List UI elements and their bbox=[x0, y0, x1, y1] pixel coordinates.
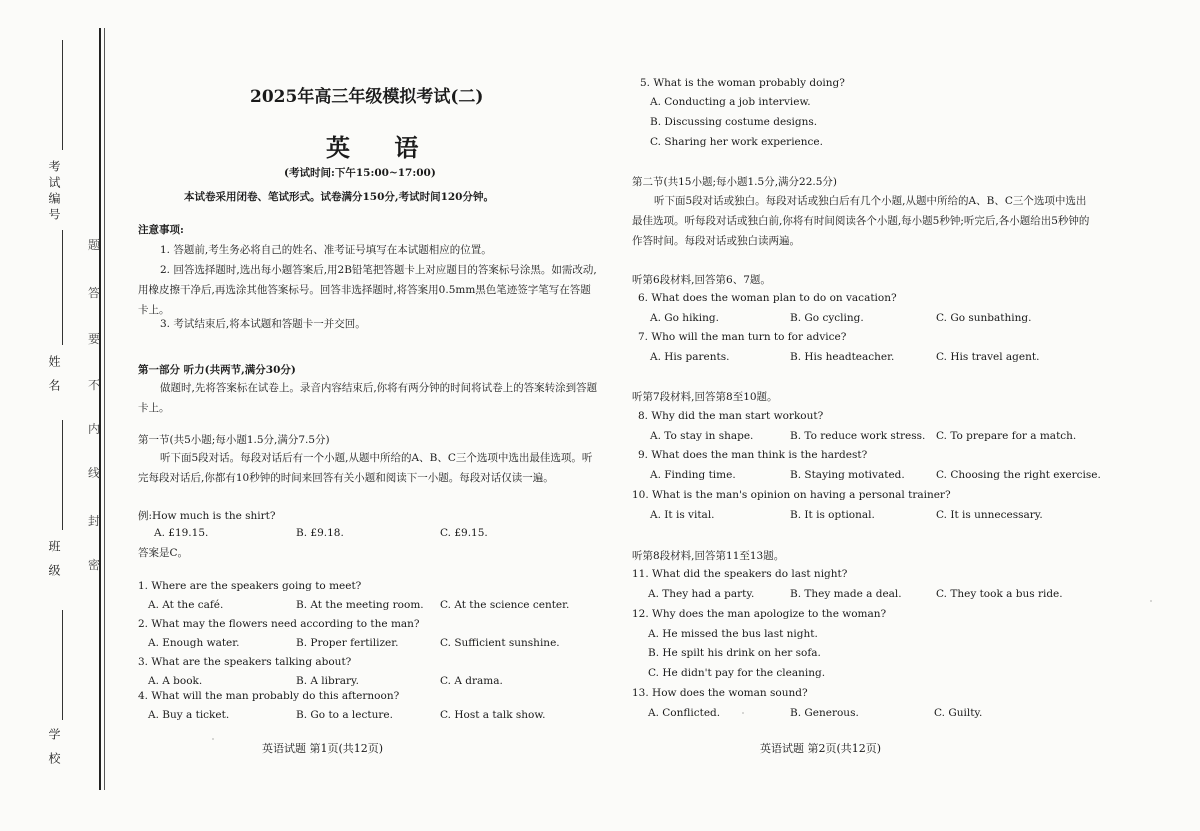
option[interactable]: C. To prepare for a match. bbox=[936, 430, 1077, 442]
option[interactable]: B. His headteacher. bbox=[790, 351, 895, 363]
seal-char: 线 bbox=[88, 466, 101, 480]
seal-char: 不 bbox=[88, 378, 101, 392]
exam-number-label: 考试编号 bbox=[47, 160, 61, 224]
subject-title: 英 语 bbox=[326, 133, 437, 162]
exam-notice: 本试卷采用闭卷、笔试形式。试卷满分150分,考试时间120分钟。 bbox=[184, 191, 494, 203]
option[interactable]: B. Discussing costume designs. bbox=[650, 116, 818, 128]
question-5: 5. What is the woman probably doing? bbox=[640, 77, 845, 89]
option[interactable]: B. A library. bbox=[296, 675, 359, 687]
question-6: 6. What does the woman plan to do on vacation? bbox=[638, 292, 897, 304]
option[interactable]: C. At the science center. bbox=[440, 599, 570, 611]
question-9: 9. What does the man think is the hardest? bbox=[638, 449, 868, 461]
option[interactable]: B. At the meeting room. bbox=[296, 599, 424, 611]
name-label: 姓 名 bbox=[47, 355, 61, 395]
part1-intro: 做题时,先将答案标在试卷上。录音内容结束后,你将有两分钟的时间将试卷上的答案转涂到答题卡上。 bbox=[138, 382, 598, 414]
material-6-heading: 听第6段材料,回答第6、7题。 bbox=[632, 274, 771, 286]
seal-char: 答 bbox=[88, 286, 101, 300]
option[interactable]: A. Buy a ticket. bbox=[148, 709, 230, 721]
option[interactable]: B. They made a deal. bbox=[790, 588, 902, 600]
seal-char: 要 bbox=[88, 332, 101, 346]
binding-strip bbox=[0, 0, 110, 831]
question-3: 3. What are the speakers talking about? bbox=[138, 656, 352, 668]
option[interactable]: C. Host a talk show. bbox=[440, 709, 546, 721]
option[interactable]: C. Choosing the right exercise. bbox=[936, 469, 1101, 481]
option[interactable]: B. To reduce work stress. bbox=[790, 430, 926, 442]
school-label: 学 校 bbox=[47, 728, 61, 768]
section1-heading: 第一节(共5小题;每小题1.5分,满分7.5分) bbox=[138, 434, 330, 446]
attention-item-1: 1. 答题前,考生务必将自己的姓名、准考证号填写在本试题相应的位置。 bbox=[160, 244, 492, 256]
page-footer: 英语试题 第1页(共12页) bbox=[262, 742, 384, 755]
page-2 bbox=[630, 0, 1100, 831]
question-7: 7. Who will the man turn to for advice? bbox=[638, 331, 847, 343]
part1-heading: 第一部分 听力(共两节,满分30分) bbox=[138, 364, 296, 376]
question-10: 10. What is the man's opinion on having a personal trainer? bbox=[632, 489, 951, 501]
material-7-heading: 听第7段材料,回答第8至10题。 bbox=[632, 391, 778, 403]
example-option: A. £19.15. bbox=[154, 527, 209, 539]
option[interactable]: B. It is optional. bbox=[790, 509, 875, 521]
option[interactable]: C. They took a bus ride. bbox=[936, 588, 1063, 600]
section2-intro: 听下面5段对话或独白。每段对话或独白后有几个小题,从题中所给的A、B、C三个选项中选出最佳选项。听每段对话或独白前,你将有时间阅读各个小题,每小题5秒钟;听完后,各小题给出5秒钟的作答时间。每段对话或独白读两遍。 bbox=[632, 195, 1090, 247]
seal-char: 内 bbox=[88, 422, 101, 436]
school-field[interactable] bbox=[62, 610, 63, 720]
question-2: 2. What may the flowers need according to the man? bbox=[138, 618, 420, 630]
option[interactable]: C. It is unnecessary. bbox=[936, 509, 1043, 521]
option[interactable]: A. To stay in shape. bbox=[650, 430, 754, 442]
scan-speck bbox=[742, 712, 744, 714]
option[interactable]: B. Proper fertilizer. bbox=[296, 637, 399, 649]
class-field[interactable] bbox=[62, 420, 63, 530]
name-field[interactable] bbox=[62, 230, 63, 345]
exam-title: 2025年高三年级模拟考试(二) bbox=[250, 87, 484, 107]
scan-speck bbox=[1150, 600, 1152, 602]
option[interactable]: A. He missed the bus last night. bbox=[648, 628, 818, 640]
exam-time: (考试时间:下午15:00~17:00) bbox=[284, 167, 436, 179]
section2-heading: 第二节(共15小题;每小题1.5分,满分22.5分) bbox=[632, 176, 838, 188]
option[interactable]: C. Sufficient sunshine. bbox=[440, 637, 560, 649]
option[interactable]: C. A drama. bbox=[440, 675, 503, 687]
question-8: 8. Why did the man start workout? bbox=[638, 410, 824, 422]
material-8-heading: 听第8段材料,回答第11至13题。 bbox=[632, 550, 785, 562]
question-1: 1. Where are the speakers going to meet? bbox=[138, 580, 362, 592]
option[interactable]: A. It is vital. bbox=[650, 509, 715, 521]
option[interactable]: A. Finding time. bbox=[650, 469, 736, 481]
question-13: 13. How does the woman sound? bbox=[632, 687, 808, 699]
page-1 bbox=[130, 0, 600, 831]
exam-number-field[interactable] bbox=[62, 40, 63, 150]
section1-intro: 听下面5段对话。每段对话后有一个小题,从题中所给的A、B、C三个选项中选出最佳选项。听完每段对话后,你都有10秒钟的时间来回答有关小题和阅读下一小题。每段对话仅读一遍。 bbox=[138, 452, 593, 484]
example-answer: 答案是C。 bbox=[138, 547, 189, 559]
option[interactable]: C. He didn't pay for the cleaning. bbox=[648, 667, 826, 679]
option[interactable]: B. Staying motivated. bbox=[790, 469, 905, 481]
question-11: 11. What did the speakers do last night? bbox=[632, 568, 848, 580]
question-4: 4. What will the man probably do this afternoon? bbox=[138, 690, 400, 702]
question-12: 12. Why does the man apologize to the woman? bbox=[632, 608, 887, 620]
seal-char: 封 bbox=[88, 514, 101, 528]
option[interactable]: A. Conflicted. bbox=[648, 707, 721, 719]
attention-item-2: 2. 回答选择题时,选出每小题答案后,用2B铅笔把答题卡上对应题目的答案标号涂黑。如需改动,用橡皮擦干净后,再选涂其他答案标号。回答非选择题时,将答案用0.5mm黑色笔迹签字笔写在答题卡上。 bbox=[138, 264, 597, 316]
option[interactable]: A. Go hiking. bbox=[650, 312, 719, 324]
option[interactable]: B. Go to a lecture. bbox=[296, 709, 393, 721]
attention-item-3: 3. 考试结束后,将本试题和答题卡一并交回。 bbox=[160, 318, 366, 330]
page-footer: 英语试题 第2页(共12页) bbox=[760, 742, 882, 755]
binding-line-inner bbox=[104, 28, 105, 790]
attention-heading: 注意事项: bbox=[138, 224, 184, 236]
option[interactable]: A. They had a party. bbox=[648, 588, 755, 600]
class-label: 班 级 bbox=[47, 540, 61, 580]
option[interactable]: B. Go cycling. bbox=[790, 312, 864, 324]
option[interactable]: B. Generous. bbox=[790, 707, 859, 719]
example-option: B. £9.18. bbox=[296, 527, 344, 539]
option[interactable]: A. Conducting a job interview. bbox=[650, 96, 811, 108]
option[interactable]: C. His travel agent. bbox=[936, 351, 1040, 363]
example-option: C. £9.15. bbox=[440, 527, 488, 539]
option[interactable]: C. Go sunbathing. bbox=[936, 312, 1032, 324]
option[interactable]: A. At the café. bbox=[148, 599, 224, 611]
option[interactable]: A. A book. bbox=[148, 675, 203, 687]
option[interactable]: A. Enough water. bbox=[148, 637, 240, 649]
binding-line bbox=[99, 28, 101, 790]
example-question: 例:How much is the shirt? bbox=[138, 510, 276, 522]
seal-char: 题 bbox=[88, 238, 101, 252]
option[interactable]: C. Guilty. bbox=[934, 707, 983, 719]
option[interactable]: C. Sharing her work experience. bbox=[650, 136, 823, 148]
scan-speck bbox=[212, 738, 214, 740]
seal-char: 密 bbox=[88, 558, 101, 572]
option[interactable]: B. He spilt his drink on her sofa. bbox=[648, 647, 821, 659]
option[interactable]: A. His parents. bbox=[650, 351, 730, 363]
